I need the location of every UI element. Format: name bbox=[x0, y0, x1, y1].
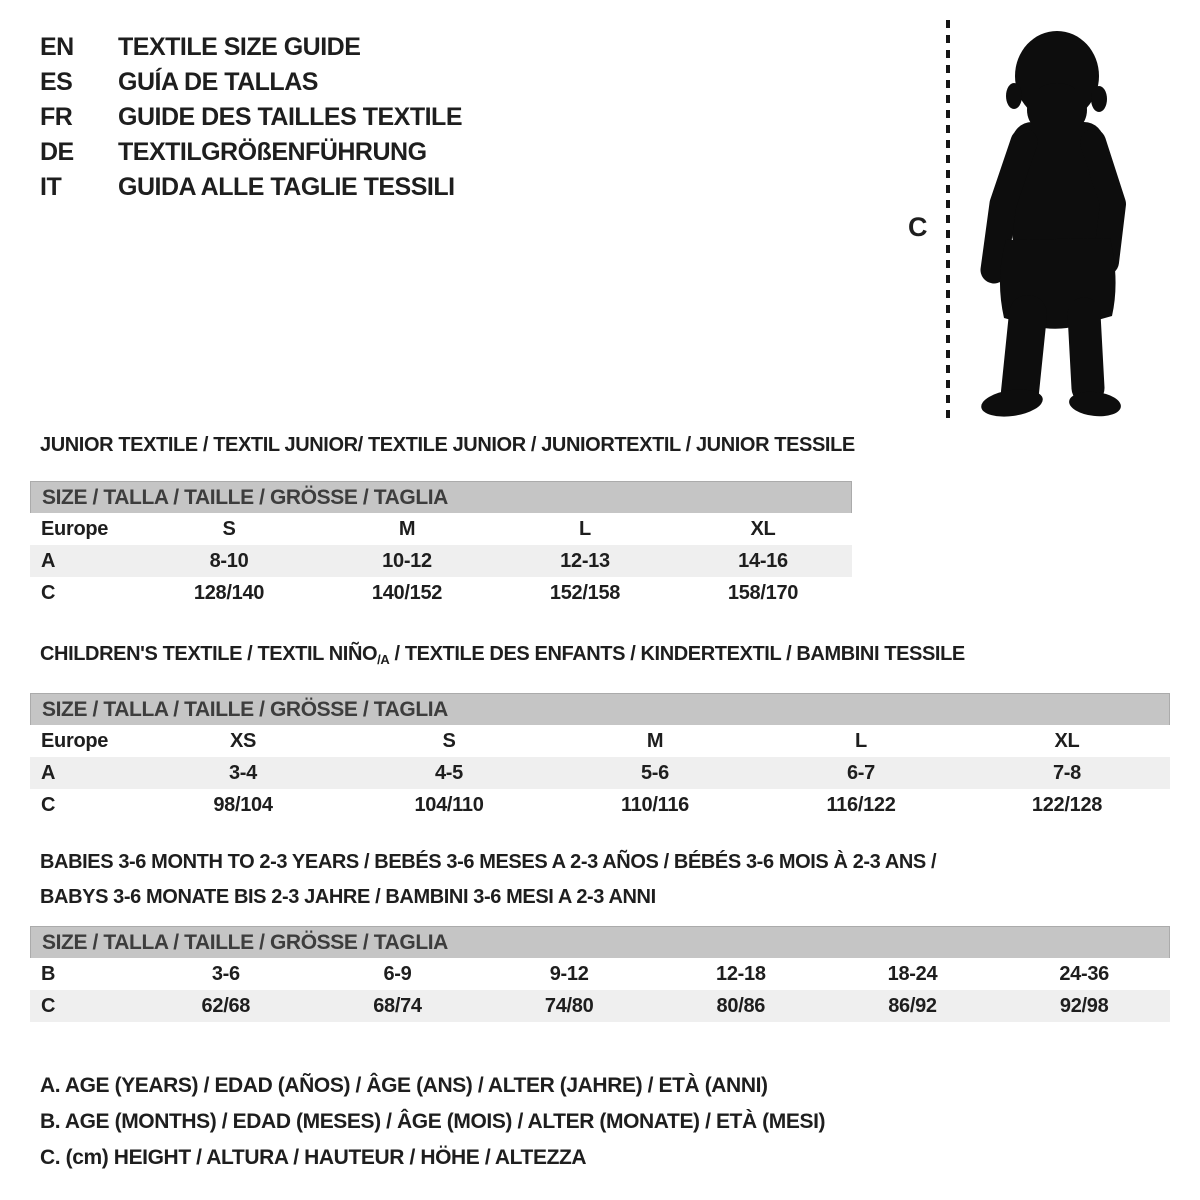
language-title: TEXTILE SIZE GUIDE bbox=[118, 33, 361, 61]
size-header-bar: SIZE / TALLA / TAILLE / GRÖSSE / TAGLIA bbox=[30, 481, 852, 513]
size-column: L bbox=[855, 729, 867, 752]
height-value: 152/158 bbox=[549, 581, 621, 604]
size-column: XS bbox=[229, 729, 257, 752]
children-title-prefix: CHILDREN'S TEXTILE / TEXTIL NIÑO bbox=[40, 643, 378, 665]
children-title-sub: /A bbox=[377, 652, 390, 667]
language-code: IT bbox=[40, 173, 62, 201]
height-value: 140/152 bbox=[371, 581, 443, 604]
children-height-row bbox=[30, 789, 1170, 821]
height-value: 116/122 bbox=[826, 793, 896, 816]
age-value: 12-13 bbox=[560, 549, 610, 572]
children-columns-row bbox=[30, 725, 1170, 757]
language-code: EN bbox=[40, 33, 74, 61]
months-value: 12-18 bbox=[716, 962, 766, 985]
months-value: 24-36 bbox=[1059, 962, 1109, 985]
months-value: 9-12 bbox=[549, 962, 589, 985]
size-header-bar: SIZE / TALLA / TAILLE / GRÖSSE / TAGLIA bbox=[30, 926, 1170, 958]
size-column: M bbox=[646, 729, 664, 752]
language-row-fr bbox=[40, 100, 462, 135]
height-value: 110/116 bbox=[621, 793, 689, 816]
age-value: 4-5 bbox=[434, 761, 463, 784]
toddler-silhouette-icon bbox=[962, 22, 1142, 422]
height-value: 62/68 bbox=[201, 994, 251, 1017]
age-value: 3-4 bbox=[228, 761, 257, 784]
language-code: DE bbox=[40, 138, 74, 166]
language-code: FR bbox=[40, 103, 73, 131]
size-column: S bbox=[222, 517, 236, 540]
age-value: 6-7 bbox=[846, 761, 875, 784]
language-row-it bbox=[40, 170, 462, 205]
height-value: 128/140 bbox=[193, 581, 265, 604]
language-row-es bbox=[40, 65, 462, 100]
babies-height-row bbox=[30, 990, 1170, 1022]
height-value: 98/104 bbox=[213, 793, 273, 816]
legend-line-c: C. (cm) HEIGHT / ALTURA / HAUTEUR / HÖHE / ALTEZZA bbox=[40, 1146, 587, 1169]
months-value: 18-24 bbox=[887, 962, 938, 985]
size-column: M bbox=[398, 517, 416, 540]
legend bbox=[40, 1068, 825, 1176]
junior-height-row bbox=[30, 577, 852, 609]
children-age-row bbox=[30, 757, 1170, 789]
months-value: 6-9 bbox=[383, 962, 412, 985]
age-value: 10-12 bbox=[382, 549, 432, 572]
height-value: 122/128 bbox=[1031, 793, 1103, 816]
height-dashed-line bbox=[946, 20, 950, 418]
row-label: A bbox=[41, 761, 56, 784]
height-value: 104/110 bbox=[414, 793, 484, 816]
height-value: 92/98 bbox=[1059, 994, 1109, 1017]
size-column: L bbox=[579, 517, 591, 540]
babies-section-title bbox=[40, 845, 936, 915]
height-value: 158/170 bbox=[727, 581, 799, 604]
language-row-de bbox=[40, 135, 462, 170]
children-title-suffix: / TEXTILE DES ENFANTS / KINDERTEXTIL / BAMBINI TESSILE bbox=[389, 643, 965, 665]
language-row-en bbox=[40, 30, 462, 65]
junior-age-row bbox=[30, 545, 852, 577]
age-value: 14-16 bbox=[738, 549, 788, 572]
language-title: GUIDA ALLE TAGLIE TESSILI bbox=[118, 173, 455, 201]
row-label: C bbox=[41, 793, 56, 816]
row-label: B bbox=[41, 962, 56, 985]
age-value: 7-8 bbox=[1052, 761, 1081, 784]
language-code: ES bbox=[40, 68, 73, 96]
junior-columns-row bbox=[30, 513, 852, 545]
row-label: C bbox=[41, 994, 56, 1017]
region-label: Europe bbox=[41, 517, 109, 540]
babies-months-row bbox=[30, 958, 1170, 990]
size-column: XL bbox=[1054, 729, 1080, 752]
babies-title-line1: BABIES 3-6 MONTH TO 2-3 YEARS / BEBÉS 3-6 MESES A 2-3 AÑOS / BÉBÉS 3-6 MOIS À 2-3 ANS / bbox=[40, 851, 937, 873]
legend-line-a: A. AGE (YEARS) / EDAD (AÑOS) / ÂGE (ANS) / ALTER (JAHRE) / ETÀ (ANNI) bbox=[40, 1074, 768, 1097]
height-value: 74/80 bbox=[544, 994, 594, 1017]
months-value: 3-6 bbox=[211, 962, 240, 985]
row-label: A bbox=[41, 549, 56, 572]
age-value: 5-6 bbox=[640, 761, 669, 784]
height-value: 80/86 bbox=[716, 994, 766, 1017]
babies-size-table bbox=[30, 926, 1170, 1022]
children-size-table bbox=[30, 693, 1170, 821]
legend-line-b: B. AGE (MONTHS) / EDAD (MESES) / ÂGE (MOIS) / ALTER (MONATE) / ETÀ (MESI) bbox=[40, 1110, 826, 1133]
babies-title-line2: BABYS 3-6 MONATE BIS 2-3 JAHRE / BAMBINI 3-6 MESI A 2-3 ANNI bbox=[40, 886, 656, 908]
height-value: 86/92 bbox=[888, 994, 937, 1017]
language-title: GUÍA DE TALLAS bbox=[118, 68, 318, 96]
size-column: S bbox=[442, 729, 456, 752]
row-label: C bbox=[41, 581, 56, 604]
height-value: 68/74 bbox=[373, 994, 422, 1017]
children-section-title bbox=[40, 643, 965, 667]
junior-section-title: JUNIOR TEXTILE / TEXTIL JUNIOR/ TEXTILE JUNIOR / JUNIORTEXTIL / JUNIOR TESSILE bbox=[40, 434, 855, 456]
size-column: XL bbox=[750, 517, 776, 540]
language-title: GUIDE DES TAILLES TEXTILE bbox=[118, 103, 463, 131]
size-header-bar: SIZE / TALLA / TAILLE / GRÖSSE / TAGLIA bbox=[30, 693, 1170, 725]
language-list bbox=[40, 30, 462, 205]
age-value: 8-10 bbox=[209, 549, 249, 572]
junior-size-table bbox=[30, 481, 852, 609]
region-label: Europe bbox=[41, 729, 109, 752]
language-title: TEXTILGRÖßENFÜHRUNG bbox=[118, 138, 427, 166]
height-measure-label: C bbox=[908, 212, 928, 242]
